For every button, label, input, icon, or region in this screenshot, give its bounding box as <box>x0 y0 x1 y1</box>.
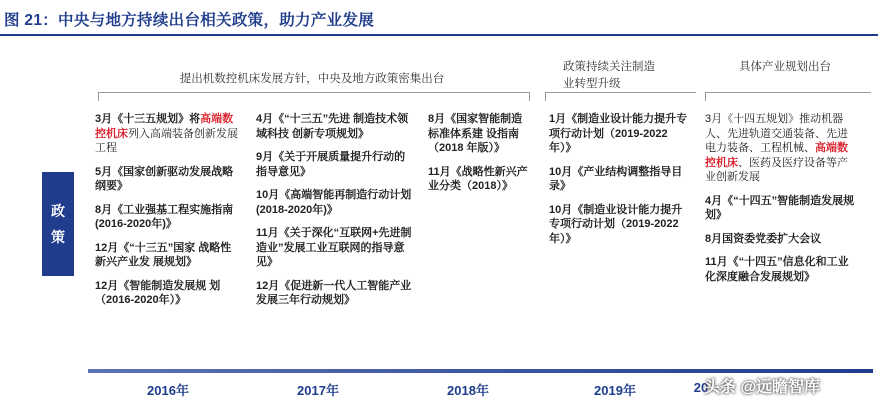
policy-item <box>256 188 414 217</box>
policy-item <box>705 232 855 247</box>
policy-item <box>95 112 240 156</box>
policy-item <box>549 165 689 194</box>
policy-item <box>95 279 240 308</box>
policy-text: 3月《十三五规划》将 <box>95 113 201 125</box>
policy-item <box>549 112 689 156</box>
column-2020 <box>705 112 855 293</box>
policy-item <box>428 165 533 194</box>
policy-item <box>95 203 240 232</box>
policy-text: 3月《十四五规划》推动机器人、先进轨道交通装备、先进电力装备、工程机械、 <box>705 113 848 154</box>
title-rule <box>0 34 878 36</box>
policy-item <box>95 165 240 194</box>
policy-highlight: 高端数控机床 <box>95 113 234 140</box>
phase-line: 业转型升级 <box>563 76 621 90</box>
policy-text: 1月《制造业设计能力提升专项行动计划（2019-2022年）》 <box>549 113 688 154</box>
column-2019 <box>549 112 689 255</box>
phase-line: 政策持续关注制造 <box>563 59 655 73</box>
year-label-2016: 2016年 <box>147 383 189 398</box>
policy-text: 9月《关于开展质量提升行动的指导意见》 <box>256 151 406 178</box>
policy-text: 11月《关于深化“互联网+先进制造业”发展工业互联网的指导意见》 <box>256 227 412 268</box>
phase-label-3 <box>705 58 865 75</box>
policy-text: 11月《战略性新兴产业分类（2018）》 <box>428 165 528 192</box>
column-2018 <box>428 112 533 203</box>
policy-text: 10月《高端智能再制造行动计划(2018-2020年)》 <box>256 189 412 216</box>
phase-line: 具体产业规划出台 <box>739 59 831 73</box>
policy-text: 、医药及医疗设备等产业创新发展 <box>705 156 848 183</box>
phase-bracket-1 <box>98 92 530 101</box>
policy-item <box>705 112 855 185</box>
year-label-2017: 2017年 <box>297 383 339 398</box>
policy-item <box>256 112 414 141</box>
watermark: 头条 @远瞻智库 <box>704 379 821 396</box>
policy-item <box>256 226 414 270</box>
column-2017 <box>256 112 414 317</box>
policy-item <box>705 194 855 223</box>
phase-line: 提出机数控机床发展方针，中央及地方政策密集出台 <box>179 71 445 85</box>
year-label-2020: 20 <box>693 380 709 395</box>
policy-text: 4月《“十四五”智能制造发展规划》 <box>705 194 855 221</box>
phase-label-2 <box>545 58 690 92</box>
policy-text: 12月《智能制造发展规 划（2016-2020年）》 <box>95 279 221 306</box>
policy-text: 10月《制造业设计能力提升专项行动计划（2019-2022年）》 <box>549 203 683 245</box>
phase-bracket-3 <box>705 92 871 101</box>
policy-text: 4月《“十三五”先进 制造技术领域科技 创新专项规划》 <box>256 113 409 140</box>
timeline-axis <box>88 369 873 373</box>
year-label-2018: 2018年 <box>447 383 489 398</box>
policy-item <box>256 150 414 179</box>
policy-side-label <box>42 172 74 276</box>
policy-item <box>705 255 855 284</box>
policy-text: 11月《“十四五”信息化和工业化深度融合发展规划》 <box>705 256 849 283</box>
policy-item <box>549 203 689 247</box>
phase-bracket-2 <box>545 92 696 101</box>
policy-text: 12月《促进新一代人工智能产业发展三年行动规划》 <box>256 279 412 306</box>
side-label-char: 策 <box>51 229 65 245</box>
policy-text: 12月《“十三五”国家 战略性新兴产业发 展规划》 <box>95 241 232 268</box>
policy-text: 5月《国家创新驱动发展战略纲要》 <box>95 165 234 192</box>
policy-highlight: 高端数控机床 <box>705 142 848 169</box>
policy-text: 8月国资委党委扩大会议 <box>705 232 822 245</box>
phase-label-1 <box>92 70 532 87</box>
side-label-char: 政 <box>51 203 65 219</box>
column-2016 <box>95 112 240 317</box>
policy-item <box>256 279 414 308</box>
policy-item <box>95 241 240 270</box>
policy-text: 8月《工业强基工程实施指南(2016-2020年)》 <box>95 203 234 230</box>
policy-text: 10月《产业结构调整指导目录》 <box>549 165 683 192</box>
policy-item <box>428 112 533 156</box>
year-label-2019: 2019年 <box>594 383 636 398</box>
figure-title: 图 21：中央与地方持续出台相关政策，助力产业发展 <box>4 12 375 29</box>
policy-text: 8月《国家智能制造标准体系建 设指南（2018 年版）》 <box>428 113 523 154</box>
policy-text: 列入高端装备创新发展工程 <box>95 127 238 154</box>
